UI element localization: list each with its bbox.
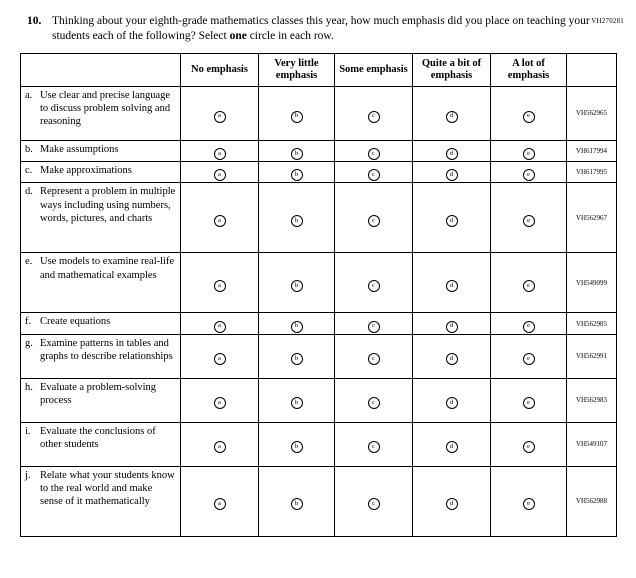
response-bubble[interactable]: b <box>291 169 303 181</box>
row-label-text: Represent a problem in multiple ways including using numbers, words, pictures, and charts <box>40 186 176 224</box>
table-row <box>21 253 617 313</box>
row-letter: g. <box>25 337 33 349</box>
row-letter: e. <box>25 256 33 268</box>
item-code: VH617994 <box>567 140 617 161</box>
option-cell <box>181 162 259 183</box>
response-bubble[interactable]: c <box>368 280 380 292</box>
question-text-part1: Thinking about your eighth-grade mathematics classes this year, how much emphasis did you place on teaching your students each of the following? Select <box>52 15 590 42</box>
option-cell <box>335 378 413 422</box>
table-row <box>21 422 617 466</box>
response-bubble[interactable]: e <box>523 148 535 160</box>
option-cell <box>181 183 259 253</box>
response-bubble[interactable]: d <box>446 215 458 227</box>
option-cell <box>491 162 567 183</box>
response-bubble[interactable]: e <box>523 397 535 409</box>
response-bubble[interactable]: e <box>523 353 535 365</box>
question <box>27 14 618 44</box>
table-row <box>21 334 617 378</box>
response-bubble[interactable]: d <box>446 111 458 123</box>
question-text <box>52 14 597 44</box>
row-label-text: Evaluate a problem-solving process <box>40 381 157 406</box>
option-cell <box>491 313 567 334</box>
header-row-label-spacer <box>21 53 181 86</box>
option-cell <box>259 466 335 536</box>
response-bubble[interactable]: c <box>368 169 380 181</box>
row-label-cell <box>21 162 181 183</box>
option-cell <box>259 253 335 313</box>
table-row <box>21 183 617 253</box>
table-row <box>21 162 617 183</box>
row-label-text: Use clear and precise language to discuss problem solving and reasoning <box>40 89 171 128</box>
option-cell <box>181 140 259 161</box>
option-cell <box>181 253 259 313</box>
option-cell <box>335 183 413 253</box>
header-very-little-emphasis: Very little emphasis <box>259 53 335 86</box>
option-cell <box>259 183 335 253</box>
response-bubble[interactable]: b <box>291 111 303 123</box>
item-code: VH549099 <box>567 253 617 313</box>
table-row <box>21 378 617 422</box>
item-code: VH562983 <box>567 378 617 422</box>
response-bubble[interactable]: a <box>214 169 226 181</box>
question-number: 10. <box>27 15 42 27</box>
option-cell <box>181 334 259 378</box>
question-bold-word: one <box>229 29 247 42</box>
response-bubble[interactable]: a <box>214 397 226 409</box>
table-row <box>21 86 617 140</box>
option-cell <box>259 422 335 466</box>
row-letter: b. <box>25 143 33 155</box>
item-code: VH562965 <box>567 86 617 140</box>
response-bubble[interactable]: c <box>368 321 380 333</box>
row-label-cell <box>21 466 181 536</box>
response-bubble[interactable]: b <box>291 280 303 292</box>
option-cell <box>491 378 567 422</box>
row-label-cell <box>21 140 181 161</box>
response-bubble[interactable]: d <box>446 169 458 181</box>
response-bubble[interactable]: e <box>523 169 535 181</box>
response-bubble[interactable]: b <box>291 498 303 510</box>
row-letter: j. <box>25 469 31 481</box>
option-cell <box>181 466 259 536</box>
option-cell <box>491 466 567 536</box>
response-bubble[interactable]: e <box>523 441 535 453</box>
response-bubble[interactable]: a <box>214 215 226 227</box>
emphasis-table <box>20 53 617 537</box>
row-letter: d. <box>25 186 33 198</box>
option-cell <box>335 162 413 183</box>
item-code: VH549107 <box>567 422 617 466</box>
option-cell <box>335 253 413 313</box>
option-cell <box>413 162 491 183</box>
response-bubble[interactable]: d <box>446 280 458 292</box>
table-row <box>21 140 617 161</box>
response-bubble[interactable]: e <box>523 321 535 333</box>
response-bubble[interactable]: b <box>291 353 303 365</box>
option-cell <box>491 183 567 253</box>
header-code-spacer <box>567 53 617 86</box>
row-label-text: Relate what your students know to the real world and make sense of it mathematically <box>40 469 175 507</box>
option-cell <box>181 313 259 334</box>
row-letter: h. <box>25 381 33 393</box>
response-bubble[interactable]: d <box>446 353 458 365</box>
response-bubble[interactable]: a <box>214 321 226 333</box>
response-bubble[interactable]: d <box>446 498 458 510</box>
option-cell <box>413 313 491 334</box>
response-bubble[interactable]: a <box>214 111 226 123</box>
option-cell <box>259 140 335 161</box>
table-row <box>21 313 617 334</box>
response-bubble[interactable]: c <box>368 148 380 160</box>
row-label-text: Use models to examine real-life and mathematical examples <box>40 256 175 281</box>
option-cell <box>181 86 259 140</box>
row-label-text: Make approximations <box>40 165 132 177</box>
option-cell <box>491 334 567 378</box>
header-row <box>21 53 617 86</box>
response-bubble[interactable]: d <box>446 397 458 409</box>
form-code: VH270281 <box>591 17 624 25</box>
option-cell <box>413 422 491 466</box>
response-bubble[interactable]: b <box>291 321 303 333</box>
response-bubble[interactable]: a <box>214 280 226 292</box>
header-no-emphasis: No emphasis <box>181 53 259 86</box>
row-label-cell <box>21 313 181 334</box>
response-bubble[interactable]: c <box>368 353 380 365</box>
response-bubble[interactable]: a <box>214 441 226 453</box>
option-cell <box>413 140 491 161</box>
option-cell <box>335 313 413 334</box>
row-label-cell <box>21 334 181 378</box>
option-cell <box>335 86 413 140</box>
option-cell <box>491 140 567 161</box>
option-cell <box>491 422 567 466</box>
response-bubble[interactable]: a <box>214 353 226 365</box>
row-letter: c. <box>25 165 33 177</box>
row-label-cell <box>21 422 181 466</box>
row-letter: f. <box>25 316 32 328</box>
option-cell <box>413 86 491 140</box>
row-letter: i. <box>25 425 31 437</box>
response-bubble[interactable]: c <box>368 111 380 123</box>
option-cell <box>335 140 413 161</box>
item-code: VH562985 <box>567 313 617 334</box>
response-bubble[interactable]: a <box>214 498 226 510</box>
row-label-cell <box>21 253 181 313</box>
option-cell <box>335 422 413 466</box>
question-text-part2: circle in each row. <box>249 29 334 42</box>
option-cell <box>259 313 335 334</box>
row-label-cell <box>21 183 181 253</box>
header-quite-a-bit-emphasis: Quite a bit of emphasis <box>413 53 491 86</box>
response-bubble[interactable]: d <box>446 321 458 333</box>
row-label-text: Create equations <box>40 316 111 328</box>
row-letter: a. <box>25 89 33 101</box>
row-label-cell <box>21 378 181 422</box>
item-code: VH562988 <box>567 466 617 536</box>
option-cell <box>259 378 335 422</box>
response-bubble[interactable]: c <box>368 498 380 510</box>
item-code: VH562967 <box>567 183 617 253</box>
row-label-cell <box>21 86 181 140</box>
option-cell <box>259 162 335 183</box>
option-cell <box>413 466 491 536</box>
response-bubble[interactable]: c <box>368 215 380 227</box>
option-cell <box>491 86 567 140</box>
item-code: VH617995 <box>567 162 617 183</box>
option-cell <box>491 253 567 313</box>
response-bubble[interactable]: b <box>291 441 303 453</box>
response-bubble[interactable]: c <box>368 441 380 453</box>
response-bubble[interactable]: e <box>523 215 535 227</box>
table-body <box>21 86 617 536</box>
row-label-text: Evaluate the conclusions of other students <box>40 425 156 450</box>
option-cell <box>259 334 335 378</box>
item-code: VH562991 <box>567 334 617 378</box>
header-some-emphasis: Some emphasis <box>335 53 413 86</box>
option-cell <box>259 86 335 140</box>
option-cell <box>413 378 491 422</box>
response-bubble[interactable]: c <box>368 397 380 409</box>
option-cell <box>181 422 259 466</box>
option-cell <box>413 334 491 378</box>
option-cell <box>413 183 491 253</box>
option-cell <box>335 466 413 536</box>
response-bubble[interactable]: b <box>291 148 303 160</box>
header-a-lot-emphasis: A lot of emphasis <box>491 53 567 86</box>
row-label-text: Examine patterns in tables and graphs to describe relationships <box>40 337 173 362</box>
table-row <box>21 466 617 536</box>
response-bubble[interactable]: e <box>523 280 535 292</box>
response-bubble[interactable]: b <box>291 215 303 227</box>
response-bubble[interactable]: d <box>446 441 458 453</box>
response-bubble[interactable]: e <box>523 111 535 123</box>
response-bubble[interactable]: b <box>291 397 303 409</box>
response-bubble[interactable]: e <box>523 498 535 510</box>
option-cell <box>335 334 413 378</box>
option-cell <box>181 378 259 422</box>
option-cell <box>413 253 491 313</box>
row-label-text: Make assumptions <box>40 143 119 155</box>
response-bubble[interactable]: a <box>214 148 226 160</box>
response-bubble[interactable]: d <box>446 148 458 160</box>
